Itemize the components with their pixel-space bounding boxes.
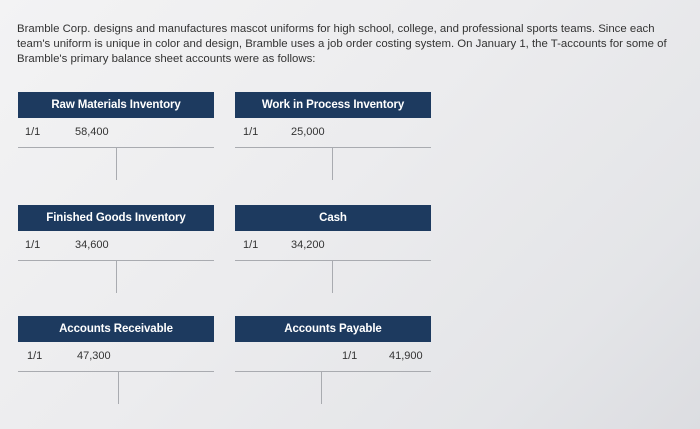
t-account-rule bbox=[235, 371, 431, 372]
t-account-finished-goods bbox=[18, 205, 214, 251]
t-account-divider bbox=[116, 147, 117, 180]
balance-date: 1/1 bbox=[342, 350, 358, 362]
t-account-accounts-payable bbox=[235, 316, 431, 362]
t-account-title: Raw Materials Inventory bbox=[18, 92, 214, 118]
balance-amount: 47,300 bbox=[77, 350, 111, 362]
t-account-divider bbox=[118, 371, 119, 404]
balance-date: 1/1 bbox=[25, 126, 41, 138]
balance-date: 1/1 bbox=[243, 126, 259, 138]
t-account-title: Accounts Payable bbox=[235, 316, 431, 342]
balance-amount: 34,200 bbox=[291, 239, 325, 251]
t-account-divider bbox=[116, 260, 117, 293]
t-account-divider bbox=[321, 371, 322, 404]
t-account-cash bbox=[235, 205, 431, 251]
balance-date: 1/1 bbox=[25, 239, 41, 251]
t-account-rule bbox=[235, 260, 431, 261]
t-account-title: Work in Process Inventory bbox=[235, 92, 431, 118]
t-account-accounts-receivable bbox=[18, 316, 214, 362]
t-account-divider bbox=[332, 260, 333, 293]
balance-date: 1/1 bbox=[243, 239, 259, 251]
t-account-rule bbox=[235, 147, 431, 148]
t-account-title: Cash bbox=[235, 205, 431, 231]
problem-intro: Bramble Corp. designs and manufactures mascot uniforms for high school, college, and professional sports teams. Since each team's uniform is unique in color and design, Bramble uses a job order costing system. On January 1, the T-accounts for some of Bramble's primary balance sheet accounts were as follows: bbox=[17, 23, 667, 65]
balance-amount: 58,400 bbox=[75, 126, 109, 138]
balance-date: 1/1 bbox=[27, 350, 43, 362]
t-account-rule bbox=[18, 371, 214, 372]
balance-amount: 25,000 bbox=[291, 126, 325, 138]
balance-amount: 41,900 bbox=[389, 350, 423, 362]
balance-amount: 34,600 bbox=[75, 239, 109, 251]
t-account-work-in-process bbox=[235, 92, 431, 138]
t-account-title: Accounts Receivable bbox=[18, 316, 214, 342]
t-account-raw-materials bbox=[18, 92, 214, 138]
t-account-title: Finished Goods Inventory bbox=[18, 205, 214, 231]
t-account-divider bbox=[332, 147, 333, 180]
